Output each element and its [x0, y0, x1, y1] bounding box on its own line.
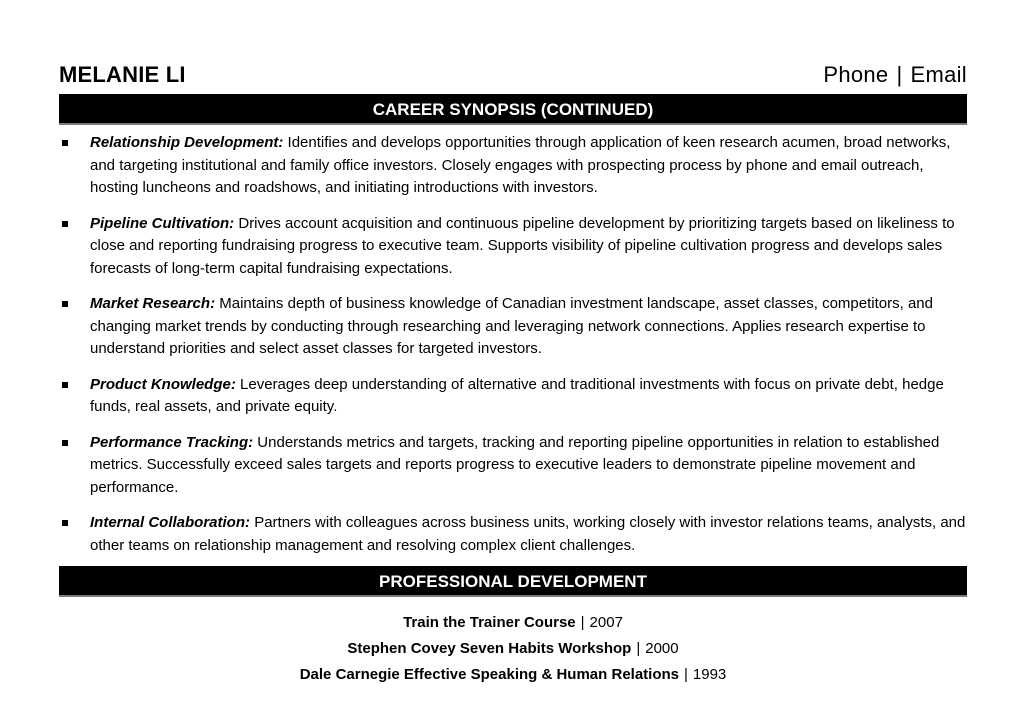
list-item	[59, 636, 967, 662]
career-synopsis-heading: CAREER SYNOPSIS (CONTINUED)	[59, 94, 967, 125]
course-name: Dale Carnegie Effective Speaking & Human Relations	[299, 666, 679, 683]
square-bullet-icon	[62, 221, 68, 227]
course-separator: |	[580, 614, 585, 631]
course-year: 1993	[692, 666, 727, 683]
email-label: Email	[910, 62, 967, 87]
career-synopsis-list	[59, 132, 967, 557]
course-year: 2000	[645, 640, 679, 657]
square-bullet-icon	[62, 301, 68, 307]
course-name: Stephen Covey Seven Habits Workshop	[347, 640, 632, 657]
bullet-title: Relationship Development:	[90, 134, 284, 151]
bullet-text: Drives account acquisition and continuous pipeline development by prioritizing targets based on likeliness to close and reporting fundraising progress to executive team. Supports visibility of pipeline cultivation progress and develops sales forecasts of long-term capital fundraising expectations.	[90, 214, 955, 277]
bullet-title: Product Knowledge:	[90, 375, 236, 393]
square-bullet-icon	[62, 520, 68, 526]
course-year: 2007	[589, 614, 623, 631]
bullet-title: Performance Tracking:	[90, 433, 254, 451]
course-separator: |	[636, 640, 641, 657]
contact-separator: |	[896, 62, 903, 87]
list-item	[59, 374, 967, 419]
bullet-text: Identifies and develops opportunities through application of keen research acumen, broad networks, and targeting institutional and family office investors. Closely engages with prospecting process by phone and email outreach, hosting luncheons and roadshows, and initiating introductions with investors.	[90, 134, 951, 196]
candidate-name: MELANIE LI	[59, 62, 186, 87]
professional-development-list	[59, 610, 967, 688]
bullet-title: Market Research:	[90, 295, 216, 312]
resume-header	[59, 58, 967, 92]
course-separator: |	[684, 666, 688, 683]
list-item	[59, 132, 967, 200]
contact-info	[823, 58, 967, 92]
square-bullet-icon	[62, 140, 68, 146]
professional-development-heading: PROFESSIONAL DEVELOPMENT	[59, 566, 967, 597]
list-item	[59, 293, 967, 361]
bullet-title: Internal Collaboration:	[90, 514, 251, 531]
list-item	[59, 662, 967, 688]
resume-page	[59, 58, 967, 688]
bullet-text: Partners with colleagues across business units, working closely with investor relations teams, analysts, and other teams on relationship management and resolving complex client challenges.	[90, 514, 966, 554]
bullet-text: Maintains depth of business knowledge of Canadian investment landscape, asset classes, competitors, and changing market trends by conducting through researching and leveraging network connections. Applies research expertise to understand priorities and select asset classes for targeted investors.	[90, 295, 933, 357]
bullet-text: Leverages deep understanding of alternative and traditional investments with focus on private debt, hedge funds, real assets, and private equity.	[90, 375, 944, 415]
course-name: Train the Trainer Course	[403, 614, 576, 631]
bullet-title: Pipeline Cultivation:	[90, 214, 235, 232]
list-item	[59, 512, 967, 557]
square-bullet-icon	[62, 382, 68, 388]
list-item	[59, 432, 967, 500]
bullet-text: Understands metrics and targets, tracking and reporting pipeline opportunities in relation to established metrics. Successfully exceed sales targets and reports progress to executive leaders to demonstrate pipeline movement and performance.	[90, 433, 940, 496]
list-item	[59, 213, 967, 281]
square-bullet-icon	[62, 440, 68, 446]
phone-label: Phone	[823, 62, 889, 87]
list-item	[59, 610, 967, 636]
